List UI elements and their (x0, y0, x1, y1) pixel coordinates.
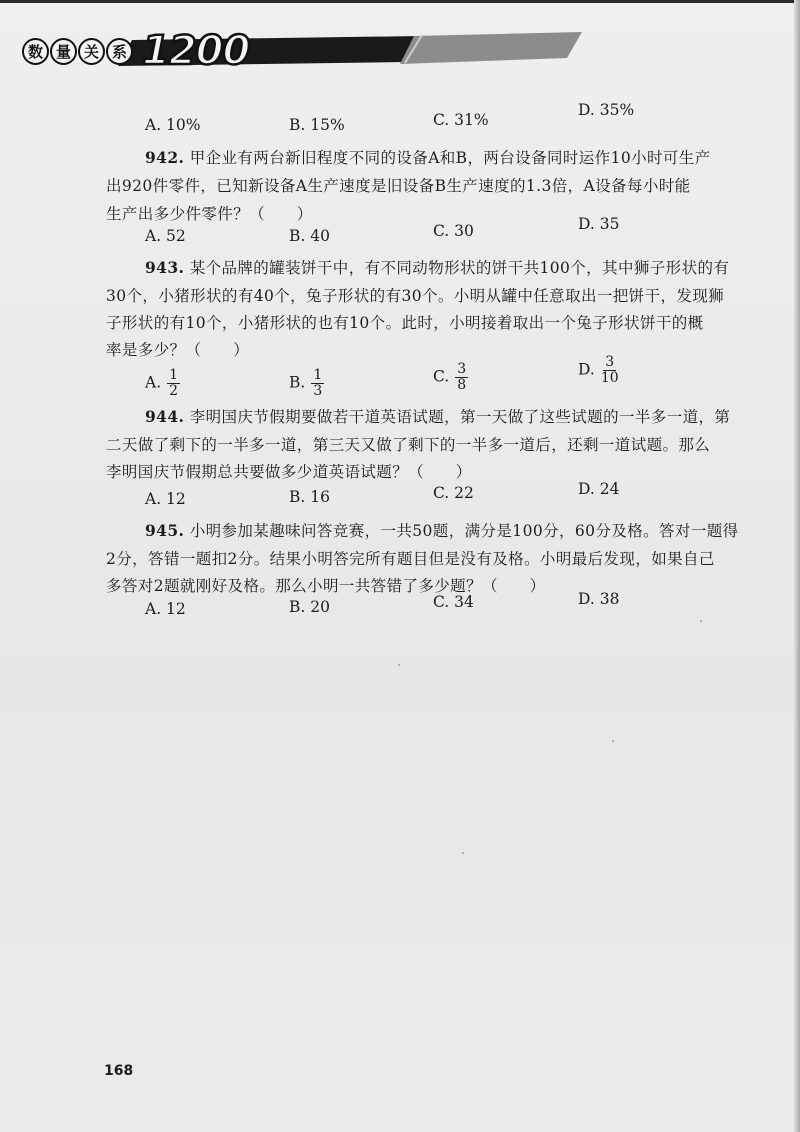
fraction (455, 362, 468, 393)
option-b: B. 20 (289, 598, 330, 616)
question-text-line: 李明国庆节假期要做若干道英语试题，第一天做了这些试题的一半多一道，第 (189, 408, 731, 426)
fraction-numerator: 1 (313, 367, 323, 383)
header-char: 量 (50, 38, 77, 65)
question-text-line: 2分，答错一题扣2分。结果小明答完所有题目但是没有及格。小明最后发现，如果自己 (106, 550, 715, 568)
fraction (167, 368, 180, 399)
option-c: C. 30 (433, 222, 474, 240)
question-text-line: 多答对2题就刚好及格。那么小明一共答错了多少题？（ ） (106, 577, 546, 595)
option-c (433, 362, 468, 393)
question-text-line: 生产出多少件零件？（ ） (106, 205, 313, 223)
scan-speck (700, 620, 702, 622)
option-b: B. 15% (289, 116, 345, 134)
option-c: C. 31% (433, 111, 489, 129)
question-text-line: 小明参加某趣味问答竞赛，一共50题，满分是100分，60分及格。答对一题得 (189, 522, 739, 540)
option-d (578, 355, 619, 386)
fraction-denominator: 10 (600, 370, 619, 386)
option-label: C. (433, 367, 450, 386)
question-number: 945. (145, 521, 185, 540)
header-char: 数 (22, 38, 49, 65)
fraction-denominator: 2 (169, 383, 179, 399)
header-number: 1200 (142, 28, 250, 74)
option-a: A. 52 (145, 227, 186, 245)
chapter-header (22, 28, 582, 72)
fraction (601, 355, 619, 386)
question-text-line: 某个品牌的罐装饼干中，有不同动物形状的饼干共100个，其中狮子形状的有 (189, 259, 730, 277)
question-text-line: 甲企业有两台新旧程度不同的设备A和B，两台设备同时运作10小时可生产 (189, 149, 711, 167)
option-c: C. 22 (433, 484, 474, 502)
option-label: A. (145, 373, 162, 392)
scan-speck (462, 852, 464, 854)
fraction-numerator: 1 (169, 367, 179, 383)
header-title-circles (22, 38, 133, 66)
option-a: A. 12 (145, 490, 186, 508)
question-text-line: 率是多少？（ ） (106, 341, 250, 359)
option-b (289, 368, 324, 399)
fraction-denominator: 8 (457, 377, 467, 393)
option-b: B. 40 (289, 227, 330, 245)
question-text-line: 子形状的有10个，小猪形状的也有10个。此时，小明接着取出一个兔子形状饼干的概 (106, 314, 704, 332)
question-text-line: 30个，小猪形状的有40个，兔子形状的有30个。小明从罐中任意取出一把饼干，发现狮 (106, 287, 725, 305)
header-char: 系 (106, 38, 133, 65)
option-a: A. 12 (145, 600, 186, 618)
fraction-numerator: 3 (457, 361, 467, 377)
option-d: D. 38 (578, 590, 620, 608)
question-text-line: 二天做了剩下的一半多一道，第三天又做了剩下的一半多一道后，还剩一道试题。那么 (106, 436, 711, 454)
header-char: 关 (78, 38, 105, 65)
question-number: 942. (145, 148, 185, 167)
question-text-line: 李明国庆节假期总共要做多少道英语试题？（ ） (106, 463, 472, 481)
option-label: D. (578, 360, 595, 379)
question-text-line: 出920件零件，已知新设备A生产速度是旧设备B生产速度的1.3倍，A设备每小时能 (106, 177, 691, 195)
question-number: 944. (145, 407, 185, 426)
option-label: B. (289, 373, 306, 392)
option-d: D. 35 (578, 215, 620, 233)
fraction-numerator: 3 (605, 354, 615, 370)
question-number: 943. (145, 258, 185, 277)
fraction (311, 368, 324, 399)
fraction-denominator: 3 (313, 383, 323, 399)
option-c: C. 34 (433, 593, 474, 611)
page-top-edge (0, 0, 800, 3)
option-a: A. 10% (145, 116, 201, 134)
option-a (145, 368, 180, 399)
scan-speck (398, 664, 400, 666)
page-binding-edge (794, 0, 800, 1132)
option-d: D. 24 (578, 480, 620, 498)
option-b: B. 16 (289, 488, 330, 506)
option-d: D. 35% (578, 101, 635, 119)
page-number: 168 (104, 1063, 134, 1079)
scan-speck (612, 740, 614, 742)
